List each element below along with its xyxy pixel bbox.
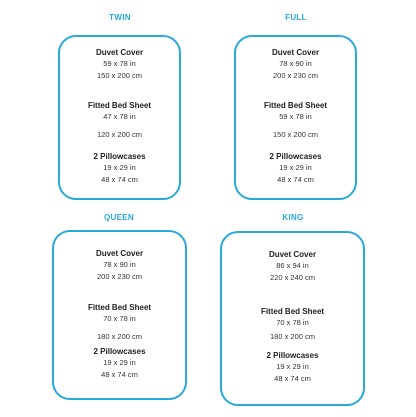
fitted-sheet-section xyxy=(222,307,363,343)
item-name: 2 Pillowcases xyxy=(93,347,146,356)
dimension-inches: 70 x 78 in xyxy=(103,314,136,323)
dimension-inches: 19 x 29 in xyxy=(279,163,312,172)
item-name: Duvet Cover xyxy=(271,48,320,57)
dimension-inches: 19 x 29 in xyxy=(103,358,136,367)
dimension-inches: 70 x 78 in xyxy=(276,318,309,327)
size-title-queen: QUEEN xyxy=(104,213,134,222)
pillowcases-section xyxy=(236,152,355,186)
dimension-inches: 59 x 78 in xyxy=(103,59,136,68)
item-name: Duvet Cover xyxy=(95,249,144,258)
item-name: 2 Pillowcases xyxy=(93,152,146,161)
dimension-cm: 220 x 240 cm xyxy=(269,273,316,282)
dimension-cm: 48 x 74 cm xyxy=(101,370,138,379)
size-card-king xyxy=(220,231,365,406)
duvet-cover-section xyxy=(236,48,355,82)
dimension-cm: 120 x 200 cm xyxy=(96,130,143,139)
dimension-inches: 47 x 78 in xyxy=(103,112,136,121)
dimension-inches: 78 x 90 in xyxy=(103,260,136,269)
size-title-full: FULL xyxy=(285,13,307,22)
pillowcases-section xyxy=(222,351,363,385)
pillowcases-section xyxy=(60,152,179,186)
dimension-cm: 48 x 74 cm xyxy=(274,374,311,383)
dimension-cm: 200 x 230 cm xyxy=(96,272,143,281)
item-name: 2 Pillowcases xyxy=(269,152,322,161)
item-name: Fitted Bed Sheet xyxy=(87,303,152,312)
item-name: Duvet Cover xyxy=(95,48,144,57)
item-name: Duvet Cover xyxy=(268,250,317,259)
size-title-king: KING xyxy=(282,213,304,222)
dimension-inches: 19 x 29 in xyxy=(276,362,309,371)
fitted-sheet-section xyxy=(60,101,179,141)
fitted-sheet-section xyxy=(236,101,355,141)
dimension-cm: 150 x 200 cm xyxy=(96,71,143,80)
size-card-queen xyxy=(52,230,187,400)
dimension-inches: 78 x 90 in xyxy=(279,59,312,68)
dimension-cm: 180 x 200 cm xyxy=(269,332,316,341)
size-title-twin: TWIN xyxy=(109,13,131,22)
item-name: Fitted Bed Sheet xyxy=(87,101,152,110)
dimension-cm: 48 x 74 cm xyxy=(101,175,138,184)
item-name: Fitted Bed Sheet xyxy=(263,101,328,110)
dimension-cm: 200 x 230 cm xyxy=(272,71,319,80)
dimension-cm: 180 x 200 cm xyxy=(96,332,143,341)
size-card-full xyxy=(234,35,357,200)
duvet-cover-section xyxy=(60,48,179,82)
dimension-inches: 19 x 29 in xyxy=(103,163,136,172)
fitted-sheet-section xyxy=(54,303,185,343)
dimension-inches: 59 x 78 in xyxy=(279,112,312,121)
size-card-twin xyxy=(58,35,181,200)
item-name: Fitted Bed Sheet xyxy=(260,307,325,316)
dimension-inches: 86 x 94 in xyxy=(276,261,309,270)
dimension-cm: 48 x 74 cm xyxy=(277,175,314,184)
duvet-cover-section xyxy=(54,249,185,283)
duvet-cover-section xyxy=(222,250,363,284)
dimension-cm: 150 x 200 cm xyxy=(272,130,319,139)
item-name: 2 Pillowcases xyxy=(266,351,319,360)
pillowcases-section xyxy=(54,347,185,381)
